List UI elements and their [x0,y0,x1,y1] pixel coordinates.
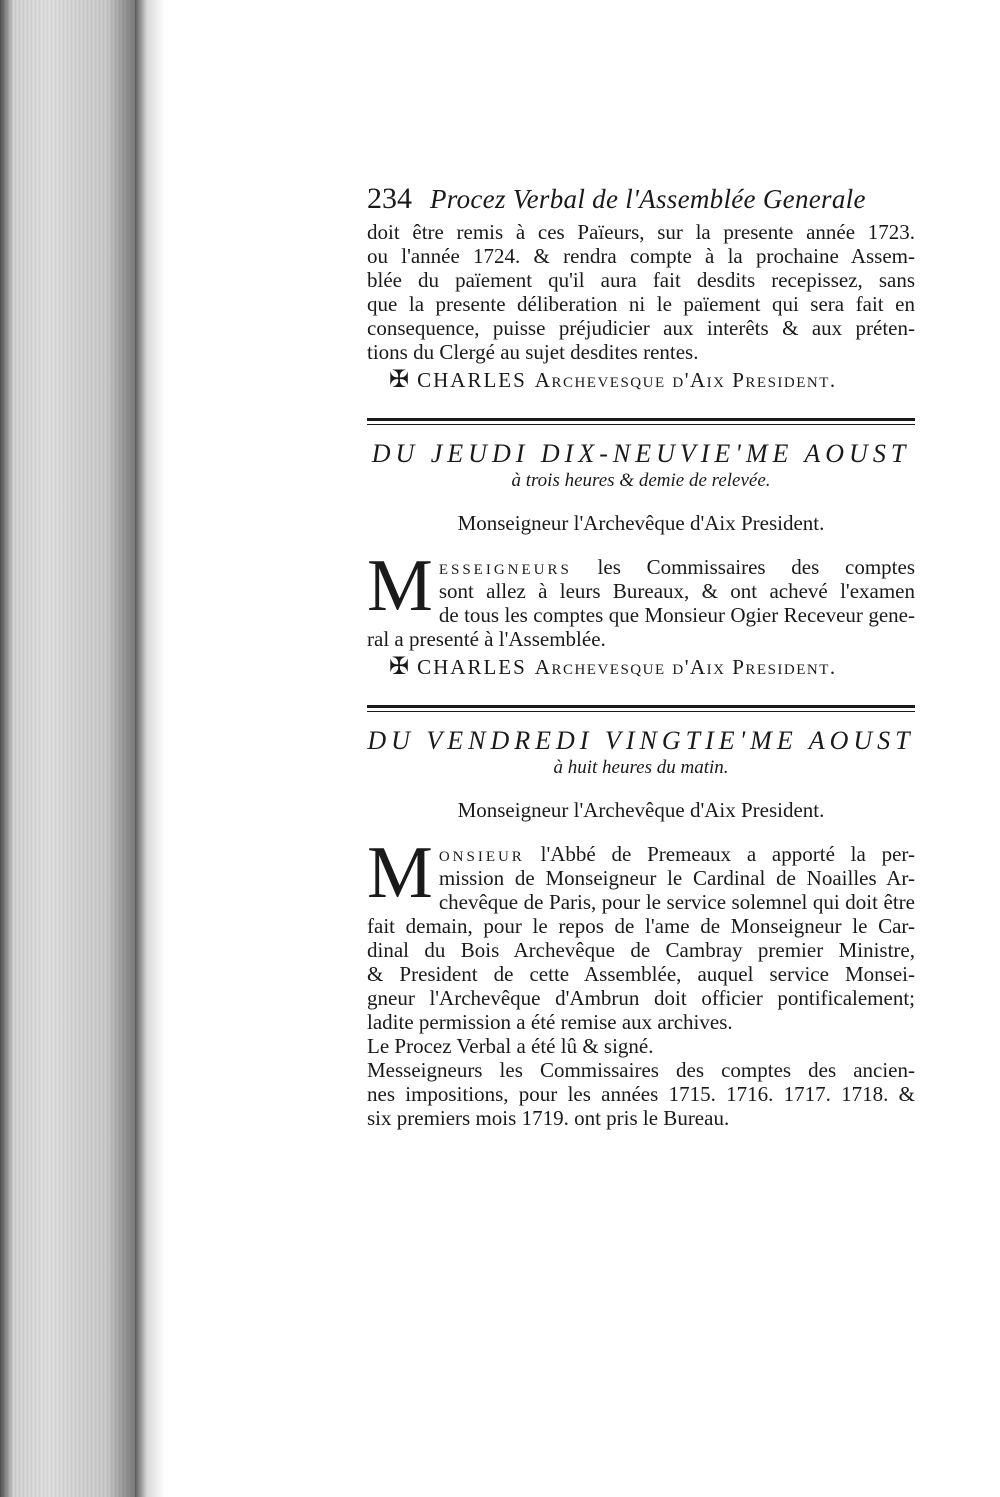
text-line: tions du Clergé au sujet desdites rentes. [367,340,699,364]
page-content [367,180,915,1130]
text-line: de tous les comptes que Monsieur Ogier Receveur gene- [438,603,915,627]
session-subheading: à huit heures du matin. [553,757,729,778]
session-heading: DU JEUDI DIX-NEUVIE'ME AOUST [371,439,911,468]
running-head [367,180,915,218]
signature-name: CHARLES [417,655,527,679]
drop-cap: M [367,832,433,914]
text-line: & President de cette Assemblée, auquel service Monsei- [367,962,915,986]
page-number: 234 [367,182,412,215]
section-rule [367,418,915,421]
text-line: ladite permission a été remise aux archives. [367,1010,733,1034]
text-line [367,842,915,866]
text-line: nes impositions, pour les années 1715. 1716. 1717. 1718. & [367,1082,915,1106]
text-line: dinal du Bois Archevêque de Cambray premier Ministre, [367,938,915,962]
text-line [367,555,915,579]
text-line: mission de Monseigneur le Cardinal de Noailles Ar- [438,866,915,890]
text-line: six premiers mois 1719. ont pris le Bureau. [367,1106,730,1130]
drop-cap: M [367,545,433,627]
text-line: ou l'année 1724. & rendra compte à la prochaine Assem- [367,244,915,268]
text-line: Le Procez Verbal a été lû & signé. [367,1034,654,1058]
session-paragraph [367,545,915,651]
text-line: que la presente déliberation ni le païement qui sera fait en [367,292,915,316]
book-gutter [135,0,165,1497]
text-line: Messeigneurs les Commissaires des comptes des ancien- [367,1058,915,1082]
intro-paragraph [367,220,915,364]
text-line: ral a presenté à l'Assemblée. [367,627,606,651]
text-line: blée du païement qu'il aura fait desdits recepissez, sans [367,268,915,292]
signature-title: Archevesque d'Aix President. [534,655,837,679]
page-edge-shadow [0,0,135,1497]
session-heading: DU VENDREDI VINGTIE'ME AOUST [367,726,915,755]
running-head-title: Procez Verbal de l'Assemblée Generale [430,184,866,214]
session-paragraph [367,832,915,1130]
text-line-rest: l'Abbé de Premeaux a apporté la per- [540,842,915,866]
section-rule [367,705,915,708]
text-line: sont allez à leurs Bureaux, & ont achevé l'examen [438,579,915,603]
session-subheading: à trois heures & demie de relevée. [511,470,771,491]
president-line: Monseigneur l'Archevêque d'Aix President. [457,511,825,535]
cross-icon: ✠ [389,367,410,393]
text-line-rest: les Commissaires des comptes [597,555,915,579]
text-line: fait demain, pour le repos de l'ame de Monseigneur le Car- [367,914,915,938]
text-line: gneur l'Archevêque d'Ambrun doit officier pontificalement; [367,986,915,1010]
lead-word: esseigneurs [438,555,572,579]
text-line: chevêque de Paris, pour le service solemnel qui doit être [438,890,915,914]
lead-word: onsieur [438,842,525,866]
signature-block [389,655,915,679]
text-line: doit être remis à ces Païeurs, sur la presente année 1723. [367,220,915,244]
signature-name: CHARLES [417,368,527,392]
text-line: consequence, puisse préjudicier aux interêts & aux préten- [367,316,915,340]
signature-block [389,368,915,392]
signature-title: Archevesque d'Aix President. [534,368,837,392]
cross-icon: ✠ [389,654,410,680]
president-line: Monseigneur l'Archevêque d'Aix President. [457,798,825,822]
